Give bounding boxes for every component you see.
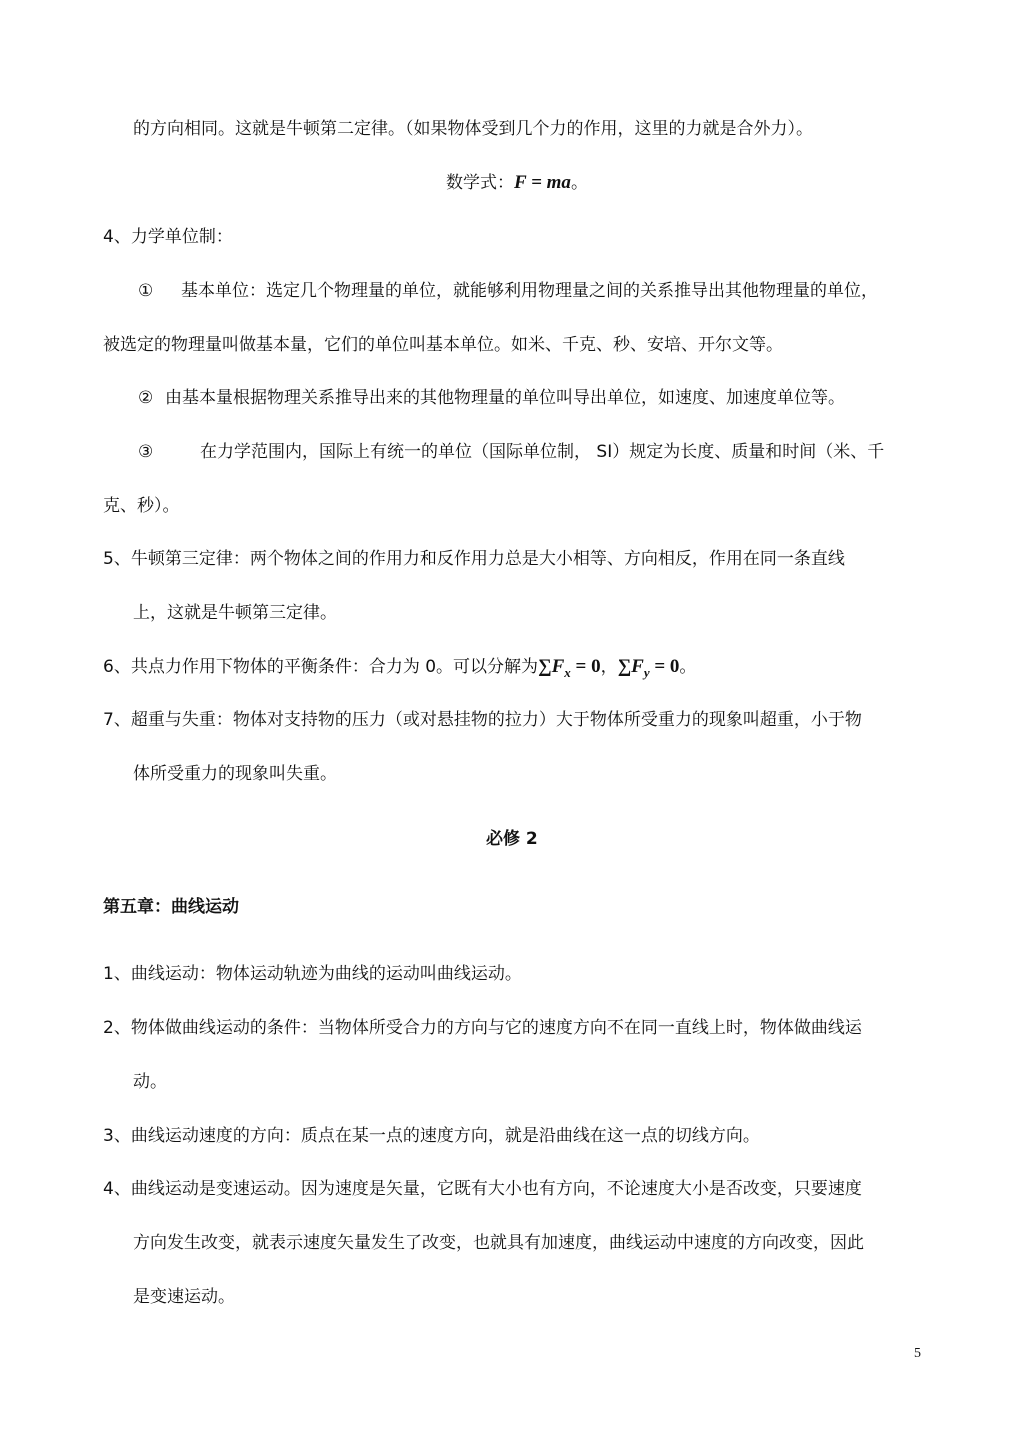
page-number: 5 <box>914 1346 921 1361</box>
text-line: 体所受重力的现象叫失重。 <box>133 764 337 784</box>
text-line: 在力学范围内，国际上有统一的单位（国际单位制， SI）规定为长度、质量和时间（米、千 <box>200 442 885 462</box>
separator: ， <box>600 657 618 677</box>
text-line: 的方向相同。这就是牛顿第二定律。（如果物体受到几个力的作用，这里的力就是合外力）。 <box>133 119 813 139</box>
chapter-title: 第五章：曲线运动 <box>103 897 239 917</box>
sum-fy-subscript: y <box>643 665 650 680</box>
item-heading: 5、牛顿第三定律：两个物体之间的作用力和反作用力总是大小相等、方向相反，作用在同一条直线 <box>103 549 845 569</box>
equilibrium-text: 6、共点力作用下物体的平衡条件：合力为 0。可以分解为 <box>103 657 539 677</box>
sum-fy-eq: = 0 <box>649 656 680 677</box>
text-line: 上，这就是牛顿第三定律。 <box>133 603 337 623</box>
item-marker: ③ <box>138 442 154 462</box>
sum-fx-subscript: x <box>564 665 571 680</box>
text-line: 动。 <box>133 1072 167 1092</box>
text-line: 克、秒）。 <box>103 496 180 516</box>
text-line: 由基本量根据物理关系推导出来的其他物理量的单位叫导出单位，如速度、加速度单位等。 <box>165 388 845 408</box>
text-line: 方向发生改变，就表示速度矢量发生了改变，也就具有加速度，曲线运动中速度的方向改变，因此 <box>133 1233 864 1253</box>
formula-label: 数学式： <box>446 173 514 193</box>
formula-end: 。 <box>570 173 588 193</box>
formula-f-equals-ma: F = ma <box>514 172 571 193</box>
line-end: 。 <box>679 657 697 677</box>
sum-fy: ∑F <box>617 656 644 677</box>
equilibrium-line <box>103 655 696 680</box>
item-heading: 4、曲线运动是变速运动。因为速度是矢量，它既有大小也有方向，不论速度大小是否改变，只要速度 <box>103 1179 862 1199</box>
item-heading: 2、物体做曲线运动的条件：当物体所受合力的方向与它的速度方向不在同一直线上时，物体做曲线运 <box>103 1018 862 1038</box>
sum-fx-eq: = 0 <box>570 656 601 677</box>
item-marker: ② <box>138 388 154 408</box>
formula-line <box>446 171 588 195</box>
item-heading: 4、力学单位制： <box>103 227 233 247</box>
text-line: 基本单位：选定几个物理量的单位，就能够利用物理量之间的关系推导出其他物理量的单位， <box>181 281 878 301</box>
section-title: 必修 2 <box>486 829 538 849</box>
item-heading: 7、超重与失重：物体对支持物的压力（或对悬挂物的拉力）大于物体所受重力的现象叫超重，小于物 <box>103 710 862 730</box>
item-heading: 1、曲线运动：物体运动轨迹为曲线的运动叫曲线运动。 <box>103 964 522 984</box>
sum-fx: ∑F <box>538 656 565 677</box>
item-marker: ① <box>138 281 154 301</box>
text-line: 是变速运动。 <box>133 1287 235 1307</box>
text-line: 被选定的物理量叫做基本量，它们的单位叫基本单位。如米、千克、秒、安培、开尔文等。 <box>103 335 783 355</box>
item-heading: 3、曲线运动速度的方向：质点在某一点的速度方向，就是沿曲线在这一点的切线方向。 <box>103 1126 760 1146</box>
